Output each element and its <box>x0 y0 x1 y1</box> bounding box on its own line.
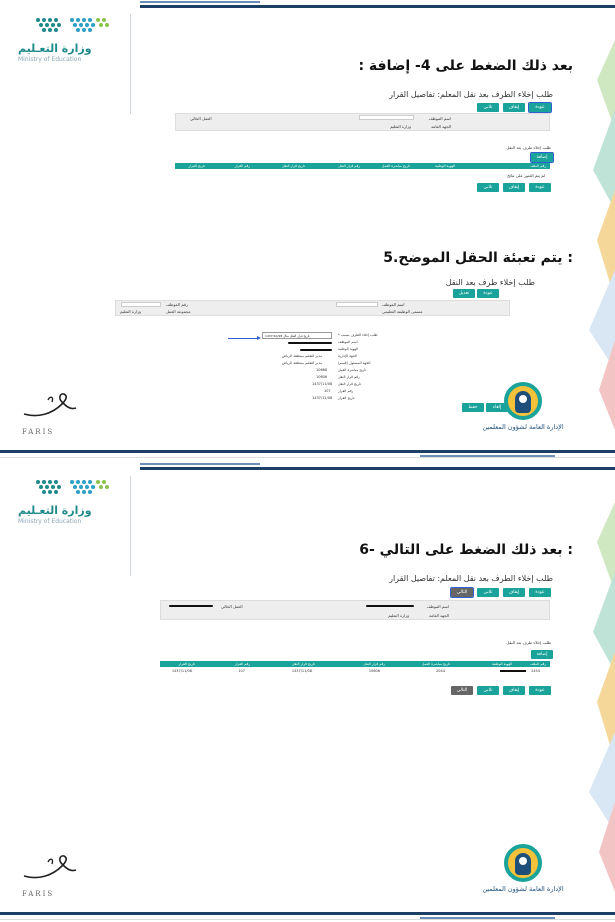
gd-text: الإدارة العامة لشؤون المعلمين <box>482 423 564 431</box>
top-rule-accent <box>140 463 260 465</box>
faris-text: FARIS <box>22 428 55 436</box>
moe-dots-icon <box>32 476 112 498</box>
employee-panel <box>160 600 550 620</box>
no-records-text: لم يتم العثور على نتائج <box>507 173 545 178</box>
gd-emblem-icon <box>504 382 542 420</box>
bottom-return-button[interactable]: عودة <box>529 183 551 192</box>
job-label: مسمى الوظيفة التعليمي <box>382 309 423 314</box>
step-4-heading: بعد ذلك الضغط على 4- إضافة : <box>358 58 573 74</box>
entity-label: الجهة العامة <box>429 613 449 618</box>
cell-transfer-no: 10606 <box>368 669 380 673</box>
ministry-label: وزارة التعليم <box>388 613 409 618</box>
gd-logo <box>473 382 573 431</box>
col-decision-no: رقم القرار <box>234 164 250 168</box>
slide-1 <box>0 0 615 458</box>
section-2-title: طلب إخلاء طرف بعد النقل <box>506 640 551 645</box>
col-national-id: الهوية الوطنية <box>434 164 455 168</box>
col-transfer-date: تاريخ قرار النقل <box>282 164 305 168</box>
bottom-rule <box>0 450 615 453</box>
name-field-2[interactable] <box>336 302 378 307</box>
faris-text: FARIS <box>22 890 55 898</box>
reason-label: * طلب إخلاء الطرف بسبب <box>338 333 378 337</box>
moe-title-ar: وزارة التعـليم <box>18 42 92 55</box>
decorative-stripes-icon <box>575 40 615 430</box>
name-label-2: اسم الموظف <box>382 302 405 307</box>
pointer-arrow <box>228 338 258 339</box>
add-button[interactable]: إضافة <box>531 650 553 659</box>
col-transfer-no: رقم قرار النقل <box>363 662 385 666</box>
decorative-stripes-icon <box>575 502 615 892</box>
bottom-rule-accent <box>420 917 555 919</box>
cell-transfer-date: 1437/11/08 <box>291 669 312 673</box>
cell-start-date: 2044 <box>436 669 445 673</box>
redacted-name <box>366 605 414 607</box>
current-work-label: العمل الحالي <box>190 116 212 121</box>
f2-decision-no-label: رقم القرار <box>338 389 354 393</box>
name-field[interactable] <box>359 115 414 120</box>
workplace-label: مجموعة العمل <box>166 309 191 314</box>
f2-transfer-date-value: 1437/11/08 <box>312 382 333 386</box>
step-6-heading: : بعد ذلك الضغط على التالي -6 <box>359 542 573 558</box>
f2-admin-label: الجهة الإدارية <box>338 354 357 358</box>
slide-2 <box>0 462 615 920</box>
logo-divider <box>130 14 131 114</box>
name-label: اسم الموظف <box>426 604 449 609</box>
table-header <box>175 163 550 169</box>
f2-name-label: اسم الموظف <box>338 340 358 344</box>
f2-id-label: الهوية الوطنية <box>338 347 359 351</box>
form-title: طلب إخلاء الطرف بعد نقل المعلم: تفاصيل القرار <box>389 574 553 583</box>
stop-button[interactable]: إيقاف <box>503 103 525 112</box>
cell-decision-no: 107 <box>238 669 245 673</box>
redacted-name <box>288 342 332 344</box>
col-decision-date: تاريخ القرار <box>178 662 195 666</box>
col-start-date: تاريخ مباشرة العمل <box>421 662 450 666</box>
moe-logo <box>18 14 118 63</box>
bottom-return-button[interactable]: عودة <box>529 686 551 695</box>
col-file-no: رقم الملف <box>530 662 546 666</box>
bottom-next-button[interactable]: التالي <box>451 686 473 695</box>
moe-title-en: Ministry of Education <box>18 56 82 63</box>
cell-decision-date: 1437/11/08 <box>171 669 192 673</box>
moe-dots-icon <box>32 14 112 36</box>
faris-logo-icon <box>18 388 82 428</box>
col-start-date: تاريخ مباشرة العمل <box>381 164 410 168</box>
faris-logo-icon <box>18 850 82 890</box>
stop-button[interactable]: إيقاف <box>503 588 525 597</box>
col-transfer-no: رقم قرار النقل <box>338 164 360 168</box>
bottom-rule <box>0 912 615 915</box>
bottom-rule-accent <box>420 455 555 457</box>
form-title: طلب إخلاء الطرف بعد نقل المعلم: تفاصيل القرار <box>389 90 553 99</box>
f2-transfer-no-label: رقم قرار النقل <box>338 375 360 379</box>
form-2-return-button[interactable]: عودة <box>477 289 499 298</box>
col-decision-no: رقم القرار <box>234 662 250 666</box>
col-decision-date: تاريخ القرار <box>188 164 205 168</box>
top-rule <box>140 5 615 8</box>
f2-dept-value: مدير التعليم بمنطقة الرياض <box>282 361 323 365</box>
cell-file-no: 2454 <box>531 669 540 673</box>
redacted-national-id <box>500 670 526 672</box>
gd-logo <box>473 844 573 893</box>
entity-label: الجهة العامة <box>431 124 451 129</box>
reason-input[interactable]: تاريخ قرار النقل مثال 1437/10/28 <box>262 332 332 339</box>
step-5-heading: : يتم تعبئة الحقل الموضح.5 <box>383 250 573 266</box>
moe-title-en: Ministry of Education <box>18 518 82 525</box>
f2-start-label: تاريخ مباشرة العمل <box>338 368 367 372</box>
cancel-button[interactable]: إلغاء <box>486 403 508 412</box>
ministry-label: وزارة التعليم <box>390 124 411 129</box>
f2-decision-date-value: 1437/11/08 <box>312 396 333 400</box>
emp-id-label: رقم الموظف <box>166 302 188 307</box>
name-label: اسم الموظف <box>428 116 451 121</box>
redacted-id <box>300 349 332 351</box>
col-transfer-date: تاريخ قرار النقل <box>292 662 315 666</box>
f2-transfer-no-value: 10606 <box>316 375 328 379</box>
current-work-label: العمل الحالي <box>221 604 243 609</box>
top-rule-accent <box>140 1 260 3</box>
f2-start-value: 10668 <box>316 368 328 372</box>
bottom-clear-button[interactable]: تلابي <box>477 183 499 192</box>
f2-decision-no-value: 107 <box>324 389 331 393</box>
f2-admin-value: مدير التعليم بمنطقة الرياض <box>282 354 323 358</box>
bottom-stop-button[interactable]: إيقاف <box>503 686 525 695</box>
emp-id-field[interactable] <box>121 302 161 307</box>
redacted-current-work <box>169 605 213 607</box>
section-2-title: طلب إخلاء طرف بعد النقل <box>506 145 551 150</box>
logo-divider <box>130 476 131 576</box>
col-file-no: رقم الملف <box>530 164 546 168</box>
gd-text: الإدارة العامة لشؤون المعلمين <box>482 885 564 893</box>
f2-transfer-date-label: تاريخ قرار النقل <box>338 382 361 386</box>
table-header <box>160 661 550 667</box>
bottom-stop-button[interactable]: إيقاف <box>503 183 525 192</box>
f2-decision-date-label: تاريخ القرار <box>338 396 355 400</box>
ministry-label-2: وزارة التعليم <box>120 309 141 314</box>
save-button[interactable]: حفظ <box>462 403 484 412</box>
clear-button[interactable]: تلابي <box>477 103 499 112</box>
add-button[interactable]: إضافة <box>531 153 553 162</box>
return-button[interactable]: عودة <box>529 103 551 112</box>
employee-panel-2 <box>115 300 510 316</box>
clear-button[interactable]: تلابي <box>477 588 499 597</box>
form-2-edit-button[interactable]: تعديل <box>453 289 475 298</box>
bottom-clear-button[interactable]: تلابي <box>477 686 499 695</box>
form-2-title: طلب إخلاء طرف بعد النقل <box>445 278 535 287</box>
top-rule <box>140 467 615 470</box>
moe-logo <box>18 476 118 525</box>
col-national-id: الهوية الوطنية <box>491 662 512 666</box>
f2-dept-label: الجهة المسئول (قسم) <box>338 361 371 365</box>
moe-title-ar: وزارة التعـليم <box>18 504 92 517</box>
table-row[interactable] <box>160 668 550 674</box>
return-button[interactable]: عودة <box>529 588 551 597</box>
next-button[interactable]: التالي <box>451 588 473 597</box>
gd-emblem-icon <box>504 844 542 882</box>
employee-panel <box>175 113 550 131</box>
